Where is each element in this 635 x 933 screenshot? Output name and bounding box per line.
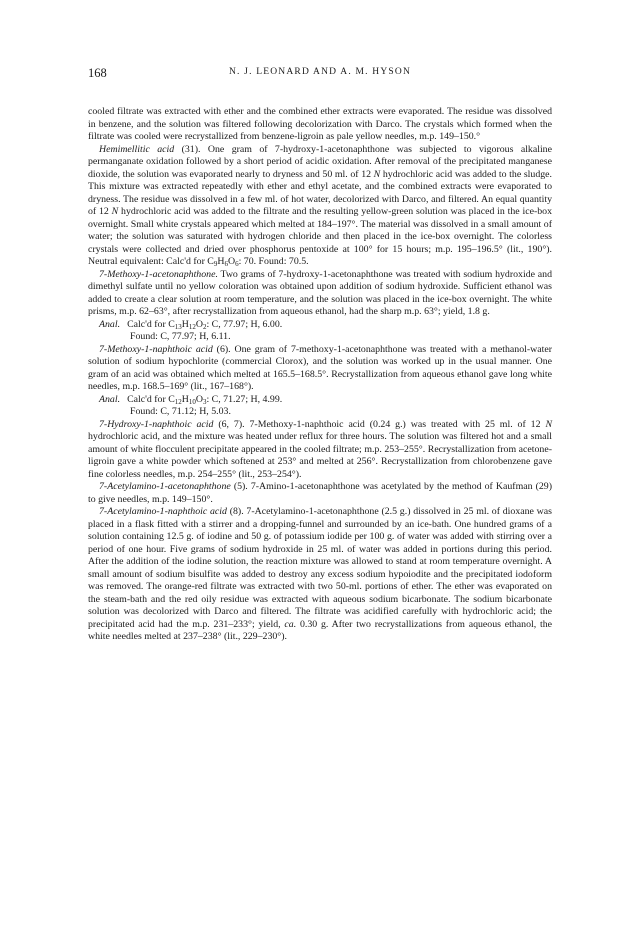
analysis-label: Anal.	[99, 393, 121, 405]
paragraph-text: (8). 7-Acetylamino-1-acetonaphthone (2.5 g.) dissolved in 25 ml. of dioxane was placed in a flask fitted with a stirrer and a dropping-funnel and surrounded by an ice-bath. One hundred grams of a solution containing 12.5 g. of iodine and 50 g. of potassium iodide per 100 g. of water was added with stirring over a period of one hour. Five grams of sodium hydroxide in 25 ml. of water was added in portions during this period. After the addition of the iodine solution, the reaction mixture was allowed to stand at room temperature overnight. A small amount of sodium bisulfite was added to destroy any excess sodium hypoiodite and the precipitated iodoform was removed. The orange-red filtrate was extracted with two 50-ml. portions of ether. The ether was evaporated on the steam-bath and the red oily residue was extracted with aqueous sodium bicarbonate. The sodium bicarbonate solution was decolorized with Darco and filtered. The filtrate was acidified carefully with hydrochloric acid; the precipitated acid had the m.p. 231–233°; yield, ca. 0.30 g. After two recrystallizations from aqueous ethanol, the white needles melted at 237–238° (lit., 229–230°).	[88, 506, 553, 642]
running-header	[88, 66, 552, 82]
paragraph-text: (6, 7). 7-Methoxy-1-naphthoic acid (0.24 g.) was treated with 25 ml. of 12 N hydrochloric acid, and the mixture was heated under reflux for three hours. The solution was filtered hot and a small amount of white flocculent precipitate appeared in the cooled filtrate; m.p. 253–255°. Recrystallization from acetone-ligroin gave a white powder which softened at 253° and melted at 256°. Recrystallization from chlorobenzene gave fine colorless needles, m.p. 254–255° (lit., 253–254°).	[88, 418, 553, 480]
paragraph-hydroxy-naphthoic-acid	[88, 419, 552, 482]
paragraph-text: (31). One gram of 7-hydroxy-1-acetonaphthone was subjected to vigorous alkaline permanganate oxidation followed by a short period of acidic oxidation. After removal of the precipitated manganese dioxide, the solution was evaporated nearly to dryness and 50 ml. of 12 N hydrochloric acid was added to the sludge. This mixture was extracted repeatedly with ether and ethyl acetate, and the combined extracts were evaporated to dryness. The residue was dissolved in a few ml. of hot water, decolorized with Darco, and filtered. An equal quantity of 12 N hydrochloric acid was added to the filtrate and the resulting yellow-green solution was placed in the ice-box overnight. Small white crystals appeared which melted at 184–197°. The material was dissolved in a small amount of water; the solution was saturated with hydrogen chloride and then placed in the ice-box overnight. The colorless crystals were collected and dried over phosphorus pentoxide at 100° for 15 hours; m.p. 195–196.5° (lit., 190°). Neutral equivalent: Calc'd for $C_9H_6O_6$: 70. Found: 70.5.	[88, 143, 552, 268]
paragraph-text: (6). One gram of 7-methoxy-1-acetonaphthone was treated with a methanol-water solution of sodium hypochlorite (commercial Clorox), and the solution was worked up in the usual manner. One gram of an acid was obtained which melted at 165.5–168.5°. Recrystallization from aqueous ethanol gave long white needles, m.p. 168.5–169° (lit., 167–168°).	[88, 343, 553, 392]
section-lead: 7-Hydroxy-1-naphthoic acid	[99, 418, 214, 430]
analysis-calc-line	[88, 394, 552, 407]
paragraph-methoxy-naphthoic-acid	[88, 344, 552, 394]
section-lead: 7-Acetylamino-1-acetonaphthone	[99, 481, 231, 492]
section-lead: 7-Methoxy-1-acetonaphthone.	[99, 268, 218, 280]
page-number: 168	[88, 66, 107, 80]
analysis-found: Found: C, 71.12; H, 5.03.	[130, 406, 231, 417]
section-lead: Hemimellitic acid	[99, 143, 175, 155]
paragraph-text: Two grams of 7-hydroxy-1-acetonaphthone was treated with sodium hydroxide and dimethyl sulfate until no yellow coloration was obtained upon addition of sodium hydroxide. Sufficient ethanol was added to create a clear solution at room temperature, and the solution was placed in the ice-box overnight. The white prisms, m.p. 62–63°, after recrystallization from aqueous ethanol, had the sharp m.p. 63°; yield, 1.8 g.	[88, 268, 552, 317]
paragraph-methoxy-acetonaphthone	[88, 269, 552, 319]
paragraph-text: cooled filtrate was extracted with ether and the combined ether extracts were evaporated. The residue was dissolved in benzene, and the solution was filtered following decolorization with Darco. The crystals which formed when the filtrate was cooled were recrystallized from benzene-ligroin as pale yellow needles, m.p. 149–150.°	[88, 106, 552, 142]
paragraph-hemimellitic-acid	[88, 144, 552, 269]
running-head-authors: N. J. LEONARD AND A. M. HYSON	[228, 67, 412, 77]
section-lead: 7-Acetylamino-1-naphthoic acid	[99, 506, 227, 517]
analysis-calc: Calc'd for $C_{13}H_{12}O_2$: C, 77.97; H, 6.00.	[127, 318, 283, 331]
analysis-calc: Calc'd for $C_{12}H_{10}O_3$: C, 71.27; H, 4.99.	[127, 393, 283, 406]
section-lead: 7-Methoxy-1-naphthoic acid	[99, 343, 213, 355]
analysis-calc-line	[88, 319, 552, 332]
paragraph-acetylamino-naphthoic-acid	[88, 506, 552, 644]
paragraph-filtrate-workup	[88, 106, 552, 144]
analysis-found: Found: C, 77.97; H, 6.11.	[130, 331, 231, 342]
analysis-label: Anal.	[99, 318, 121, 330]
article-body	[88, 106, 552, 644]
paragraph-acetylamino-acetonaphthone	[88, 481, 552, 506]
paragraph-text: (5). 7-Amino-1-acetonaphthone was acetylated by the method of Kaufman (29) to give needles, m.p. 149–150°.	[88, 481, 552, 505]
analysis-found-line	[88, 406, 552, 419]
analysis-found-line	[88, 331, 552, 344]
